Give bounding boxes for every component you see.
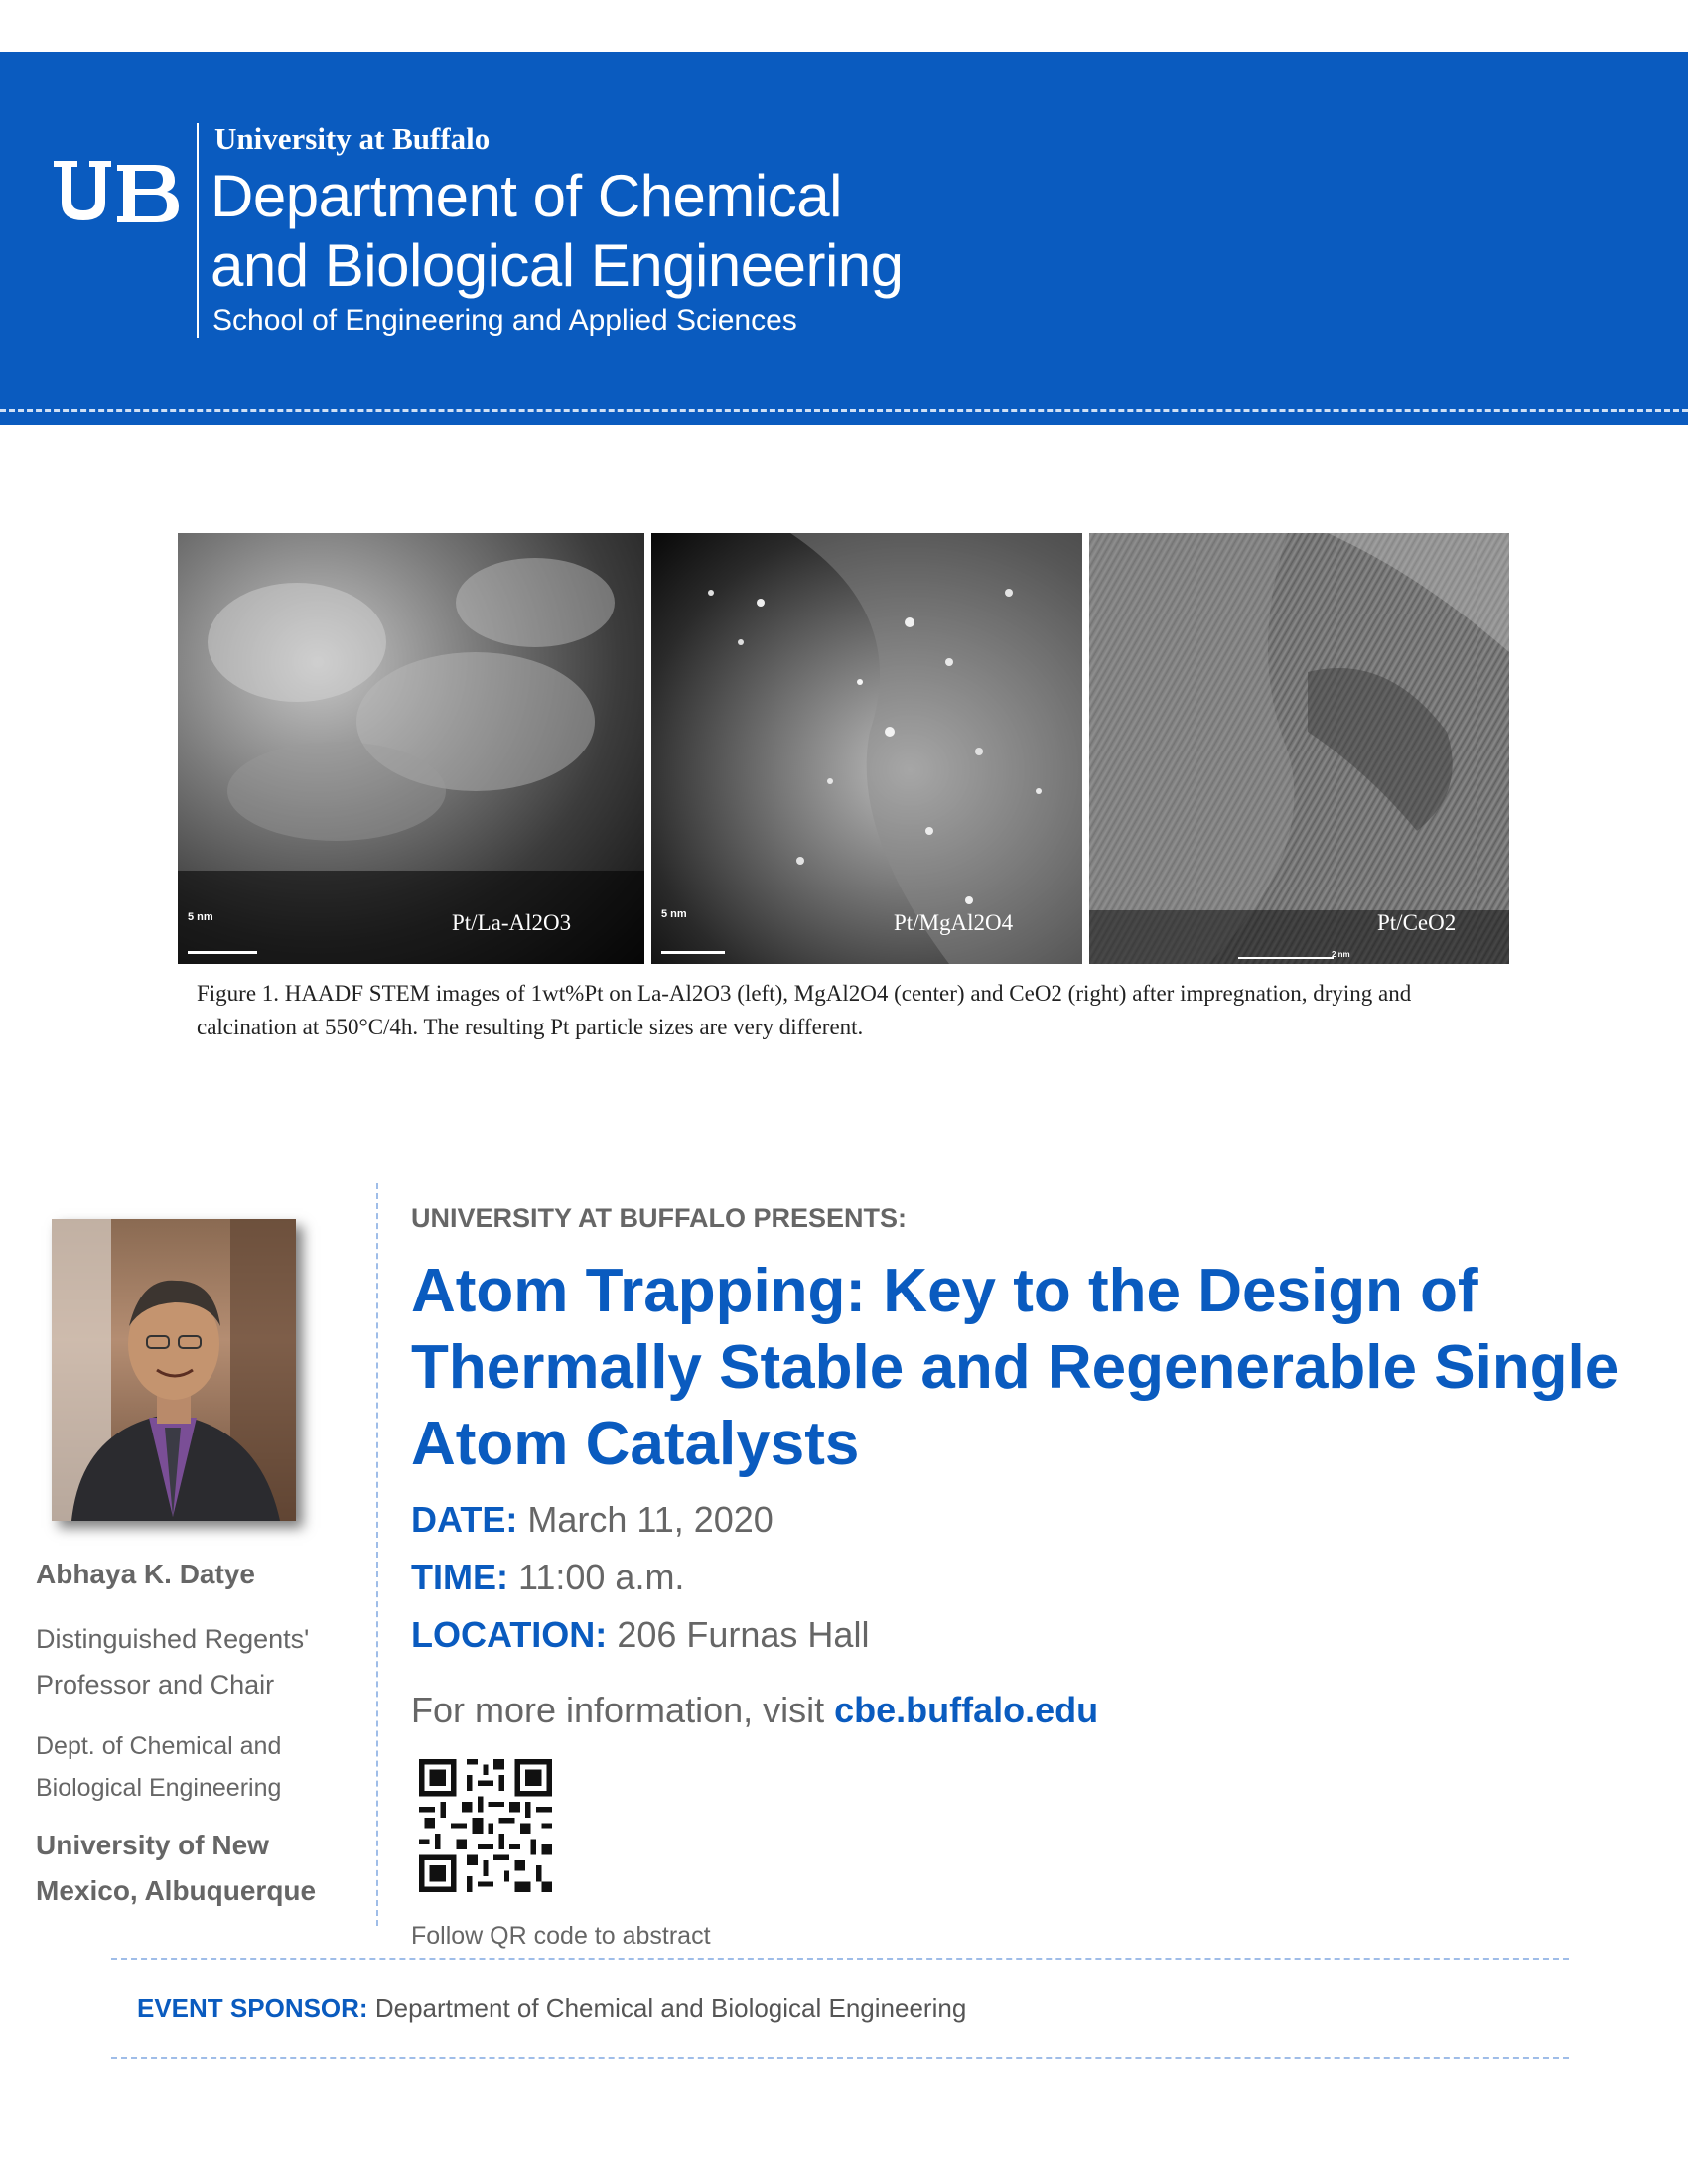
speaker-name: Abhaya K. Datye: [36, 1559, 255, 1589]
school-name: School of Engineering and Applied Sciences: [212, 304, 797, 337]
department-name-line1: Department of Chemical: [211, 163, 842, 229]
event-sponsor: [137, 1993, 966, 2024]
qr-caption: Follow QR code to abstract: [411, 1922, 711, 1950]
speaker-portrait-illustration: [52, 1219, 296, 1521]
speaker-title: Distinguished Regents' Professor and Chair: [36, 1624, 310, 1700]
stem-texture-center: [651, 533, 1082, 964]
banner-dashed-rule: [0, 409, 1688, 412]
column-divider: [376, 1183, 378, 1926]
stem-texture-left: [178, 533, 644, 964]
scale-label-right: 2 nm: [1332, 950, 1350, 959]
scale-label-left: 5 nm: [188, 911, 213, 923]
presents-heading: UNIVERSITY AT BUFFALO PRESENTS:: [411, 1203, 908, 1233]
more-info-link[interactable]: cbe.buffalo.edu: [834, 1690, 1099, 1730]
figure-caption: Figure 1. HAADF STEM images of 1wt%Pt on La-Al2O3 (left), MgAl2O4 (center) and CeO2 (right) after impregnation, drying and calcination at 550°C/4h. The resulting Pt particle sizes are very different.: [197, 981, 1412, 1039]
speaker-photo: [52, 1219, 296, 1521]
stem-image-right: [1089, 533, 1509, 964]
stem-texture-right: [1089, 533, 1509, 964]
sponsor-dashed-rule-bottom: [111, 2057, 1569, 2059]
event-time-row: [411, 1557, 684, 1598]
scale-bar-left: [188, 951, 257, 954]
banner-divider: [197, 123, 199, 338]
location-label: LOCATION:: [411, 1614, 608, 1655]
speaker-department: Dept. of Chemical and Biological Engineering: [36, 1732, 282, 1802]
time-label: TIME:: [411, 1557, 508, 1597]
time-value: 11:00 a.m.: [518, 1557, 685, 1597]
scale-bar-right: [1238, 957, 1334, 959]
sponsor-name: Department of Chemical and Biological Engineering: [374, 1993, 967, 2023]
event-location-row: [411, 1614, 869, 1656]
speaker-university: University of New Mexico, Albuquerque: [36, 1830, 317, 1906]
event-date-row: [411, 1499, 774, 1541]
sponsor-label: EVENT SPONSOR:: [137, 1993, 368, 2023]
date-label: DATE:: [411, 1499, 518, 1540]
scale-bar-center: [661, 951, 725, 954]
date-value: March 11, 2020: [527, 1499, 774, 1540]
department-name-line2: and Biological Engineering: [211, 232, 904, 299]
more-info: [411, 1690, 1098, 1731]
more-info-text: For more information, visit: [411, 1690, 825, 1730]
panel-label-right: Pt/CeO2: [1377, 910, 1457, 935]
ub-logo: [52, 157, 183, 224]
panel-label-left: Pt/La-Al2O3: [452, 910, 572, 935]
event-title: Atom Trapping: Key to the Design of Thermally Stable and Regenerable Single Atom Catalysts: [411, 1257, 1619, 1478]
location-value: 206 Furnas Hall: [617, 1614, 870, 1655]
panel-label-center: Pt/MgAl2O4: [894, 910, 1014, 935]
stem-image-center: [651, 533, 1082, 964]
scale-label-center: 5 nm: [661, 908, 687, 920]
university-name: University at Buffalo: [214, 121, 491, 156]
sponsor-dashed-rule-top: [111, 1958, 1569, 1960]
stem-image-left: [178, 533, 644, 964]
qr-code[interactable]: [419, 1759, 552, 1892]
